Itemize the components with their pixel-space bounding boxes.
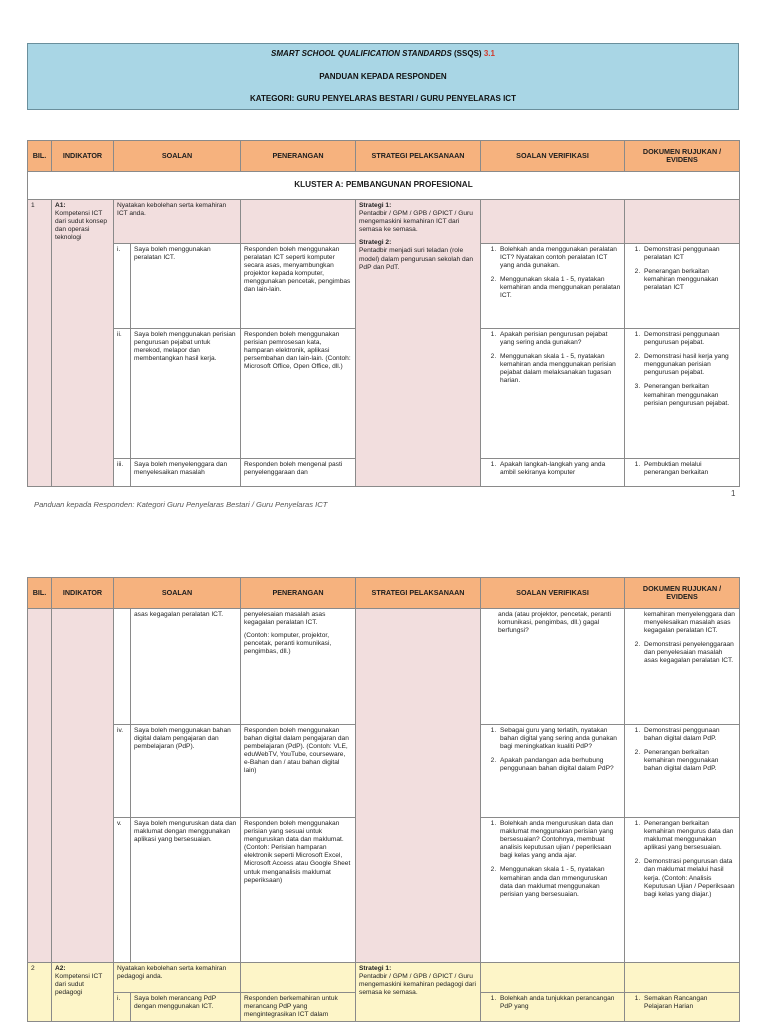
- dokumen-empty: [625, 200, 740, 244]
- row-penerangan: Responden boleh mengenal pasti penyelenggaraan dan: [241, 459, 356, 487]
- strategi-cell: [356, 200, 481, 487]
- list-item: 1. Apakah langkah-langkah yang anda ambil sekiranya komputer: [498, 461, 621, 477]
- strategi-text: Pentadbir / GPM / GPB / GPICT / Guru mengemaskini kemahiran ICT dari semasa ke semasa.: [359, 210, 473, 234]
- soalan-main: Nyatakan kebolehan serta kemahiran pedagogi anda.: [114, 963, 241, 993]
- row-dokumen: [625, 818, 740, 963]
- list-item: 1. Bolehkah anda tunjukkan perancangan PdP yang: [498, 995, 621, 1011]
- list-item: 1. Penerangan berkaitan kemahiran mengurus data dan maklumat menggunakan aplikasi yang bersesuaian.: [642, 820, 736, 852]
- row-bil: 2: [28, 963, 52, 1022]
- row-soalan: Saya boleh menggunakan bahan digital dalam pengajaran dan pembelajaran (PdP).: [131, 725, 241, 818]
- list-item: 1. Pembuktian melalui penerangan berkaitan: [642, 461, 736, 477]
- strategi-cell: [356, 963, 481, 1022]
- row-soalan: asas kegagalan peralatan ICT.: [131, 609, 241, 725]
- header-title: [28, 49, 738, 58]
- row-dokumen: [625, 993, 740, 1022]
- list-item: 2. Demonstrasi pengurusan data dan maklumat melalui hasil kerja. (Contoh: Analisis Keputusan Ujian / Peperiksaan bagi kelas yang diajar.): [642, 858, 736, 898]
- row-soalan: Saya boleh menggunakan peralatan ICT.: [131, 244, 241, 329]
- penerangan-empty: [241, 200, 356, 244]
- row-soalan: Saya boleh menggunakan perisian pengurusan pejabat untuk merekod, melapor dan membentangkan hasil kerja.: [131, 329, 241, 459]
- list-item: 1. Demonstrasi penggunaan peralatan ICT: [642, 246, 736, 262]
- document-header: [27, 43, 739, 110]
- row-verifikasi: [481, 818, 625, 963]
- verifikasi-empty: [481, 200, 625, 244]
- strategi-label: Strategi 1:: [359, 965, 392, 972]
- row-number: i.: [114, 244, 131, 329]
- page-footer: Panduan kepada Responden: Kategori Guru Penyelaras Bestari / Guru Penyelaras ICT: [34, 500, 328, 509]
- row-soalan: Saya boleh menyelenggara dan menyelesaikan masalah: [131, 459, 241, 487]
- indikator-text: Kompetensi ICT dari sudut pedagogi: [55, 973, 103, 997]
- row-dokumen: [625, 609, 740, 725]
- header-category: KATEGORI: GURU PENYELARAS BESTARI / GURU PENYELARAS ICT: [250, 94, 516, 103]
- list-item: 2. Menggunakan skala 1 - 5, nyatakan kemahiran anda menggunakan perisian pejabat dalam melaksanakan tugasan harian.: [498, 353, 621, 385]
- row-number: [114, 609, 131, 725]
- row-number: i.: [114, 993, 131, 1022]
- list-item: 2. Demonstrasi hasil kerja yang menggunakan perisian pengurusan pejabat.: [642, 353, 736, 377]
- row-penerangan: Responden boleh menggunakan perisian pemrosesan kata, hamparan elektronik, aplikasi persembahan dan lain-lain. (Contoh: Microsoft Office, Open Office, dll.): [241, 329, 356, 459]
- penerangan-part: penyelesaian masalah asas kegagalan peralatan ICT.: [244, 611, 326, 627]
- list-item: 1. Bolehkah anda menggunakan peralatan ICT? Nyatakan contoh peralatan ICT yang anda gunakan.: [498, 246, 621, 270]
- page-number: 1: [731, 489, 736, 498]
- col-penerangan: PENERANGAN: [241, 141, 356, 172]
- dokumen-cont: kemahiran menyelenggara dan menyelesaikan masalah asas kegagalan peralatan ICT.: [644, 611, 735, 635]
- indikator-code: A2:: [55, 965, 66, 972]
- row-verifikasi: [481, 329, 625, 459]
- row-penerangan: [241, 609, 356, 725]
- col-verifikasi: SOALAN VERIFIKASI: [481, 141, 625, 172]
- kluster-heading: KLUSTER A: PEMBANGUNAN PROFESIONAL: [28, 172, 740, 200]
- row-dokumen: [625, 244, 740, 329]
- verifikasi-empty: [481, 963, 625, 993]
- col-bil: BIL.: [28, 578, 52, 609]
- col-dokumen: DOKUMEN RUJUKAN / EVIDENS: [625, 578, 740, 609]
- col-indikator: INDIKATOR: [52, 141, 114, 172]
- col-soalan: SOALAN: [114, 578, 241, 609]
- strategi2-text: Pentadbir menjadi suri teladan (role model) dalam pengurusan sekolah dan PdP dan PdT.: [359, 247, 474, 271]
- indikator-cell: [52, 609, 114, 963]
- table-header-row: [28, 578, 740, 609]
- row-dokumen: [625, 725, 740, 818]
- row-number: v.: [114, 818, 131, 963]
- strategi-text: Pentadbir / GPM / GPB / GPICT / Guru mengemaskini kemahiran pedagogi dari semasa ke semasa.: [359, 973, 476, 997]
- list-item: 2. Menggunakan skala 1 - 5, nyatakan kemahiran anda menggunakan peralatan ICT.: [498, 276, 621, 300]
- strategi2-label: Strategi 2:: [359, 239, 392, 247]
- col-bil: BIL.: [28, 141, 52, 172]
- strategi-cell: [356, 609, 481, 963]
- list-item: 2. Apakah pandangan ada berhubung penggunaan bahan digital dalam PdP?: [498, 757, 621, 773]
- col-indikator: INDIKATOR: [52, 578, 114, 609]
- row-penerangan: Responden boleh menggunakan bahan digital dalam pengajaran dan pembelajaran (PdP). (Contoh: VLE, eduWebTV, YouTube, courseware, e-Bahan dan / atau bahan digital lain): [241, 725, 356, 818]
- list-item: 1. Apakah perisian pengurusan pejabat yang sering anda gunakan?: [498, 331, 621, 347]
- row-soalan: Saya boleh menguruskan data dan maklumat dengan menggunakan aplikasi yang bersesuaian.: [131, 818, 241, 963]
- list-item: 2. Demonstrasi penyelenggaraan dan penyelesaian masalah asas kegagalan peralatan ICT.: [642, 641, 736, 665]
- col-verifikasi: SOALAN VERIFIKASI: [481, 578, 625, 609]
- col-dokumen: DOKUMEN RUJUKAN / EVIDENS: [625, 141, 740, 172]
- list-item: 1. Semakan Rancangan Pelajaran Harian: [642, 995, 736, 1011]
- row-soalan: Saya boleh merancang PdP dengan menggunakan ICT.: [131, 993, 241, 1022]
- row-penerangan: Responden boleh menggunakan perisian yang sesuai untuk menguruskan data dan maklumat. (Contoh: Perisian hamparan elektronik seperti Microsoft Excel, Microsoft Access atau Google Sheet untuk menganalisis maklumat peperiksaan): [241, 818, 356, 963]
- header-version: 3.1: [483, 49, 495, 58]
- col-soalan: SOALAN: [114, 141, 241, 172]
- row-number: iii.: [114, 459, 131, 487]
- indikator-cell: [52, 963, 114, 1022]
- list-item: 2. Menggunakan skala 1 - 5, nyatakan kemahiran anda dan mmenguruskan data dan maklumat menggunakan perisian yang bersesuaian.: [498, 866, 621, 898]
- indikator-text: Kompetensi ICT dari sudut konsep dan operasi teknologi: [55, 210, 108, 242]
- indikator-cell: [52, 200, 114, 487]
- header-title-italic: SMART SCHOOL QUALIFICATION STANDARDS: [271, 49, 452, 58]
- list-item: 1. Sebagai guru yang terlatih, nyatakan bahan digital yang sering anda gunakan bagi meningkatkan kualiti PdP?: [498, 727, 621, 751]
- row-verifikasi: [481, 244, 625, 329]
- row-verifikasi: [481, 459, 625, 487]
- soalan-main: Nyatakan kebolehan serta kemahiran ICT anda.: [114, 200, 241, 244]
- list-item: 2. Penerangan berkaitan kemahiran menggunakan bahan digital dalam PdP.: [642, 749, 736, 773]
- row-verifikasi: anda (atau projektor, pencetak, peranti komunikasi, pengimbas, dll.) gagal berfungsi?: [481, 609, 625, 725]
- header-subtitle: PANDUAN KEPADA RESPONDEN: [319, 72, 447, 81]
- list-item: 3. Penerangan berkaitan kemahiran menggunakan perisian pengurusan pejabat.: [642, 383, 736, 407]
- row-bil: [28, 609, 52, 963]
- list-item: 1. Demonstrasi penggunaan pengurusan pejabat.: [642, 331, 736, 347]
- penerangan-part: (Contoh: komputer, projektor, pencetak, peranti komunikasi, pengimbas, dll.): [244, 632, 332, 656]
- penerangan-empty: [241, 963, 356, 993]
- col-strategi: STRATEGI PELAKSANAAN: [356, 578, 481, 609]
- row-verifikasi: [481, 725, 625, 818]
- table-row: [28, 609, 740, 725]
- row-bil: 1: [28, 200, 52, 487]
- list-item: 1. Demonstrasi penggunaan bahan digital dalam PdP.: [642, 727, 736, 743]
- ssqs-table-page2: [27, 577, 740, 1022]
- row-number: iv.: [114, 725, 131, 818]
- strategi-label: Strategi 1:: [359, 202, 392, 209]
- list-item: 2. Penerangan berkaitan kemahiran menggunakan peralatan ICT: [642, 268, 736, 292]
- row-dokumen: [625, 459, 740, 487]
- row-dokumen: [625, 329, 740, 459]
- col-strategi: STRATEGI PELAKSANAAN: [356, 141, 481, 172]
- col-penerangan: PENERANGAN: [241, 578, 356, 609]
- row-number: ii.: [114, 329, 131, 459]
- ssqs-table-page1: [27, 140, 740, 487]
- list-item: 1. Bolehkah anda menguruskan data dan maklumat menggunakan perisian yang bersesuaian? Contohnya, membuat analisis keputusan ujian / peperiksaan bagi kelas yang anda ajar.: [498, 820, 621, 860]
- indikator-code: A1:: [55, 202, 66, 209]
- header-title-rest: (SSQS): [451, 49, 484, 58]
- row-verifikasi: [481, 993, 625, 1022]
- table-header-row: [28, 141, 740, 172]
- dokumen-empty: [625, 963, 740, 993]
- row-penerangan: Responden boleh menggunakan peralatan ICT seperti komputer secara asas, menyambungkan projektor kepada komputer, menggunakan pencetak, pengimbas dan lain-lain.: [241, 244, 356, 329]
- row-penerangan: Responden berkemahiran untuk merancang PdP yang mengintegrasikan ICT dalam: [241, 993, 356, 1022]
